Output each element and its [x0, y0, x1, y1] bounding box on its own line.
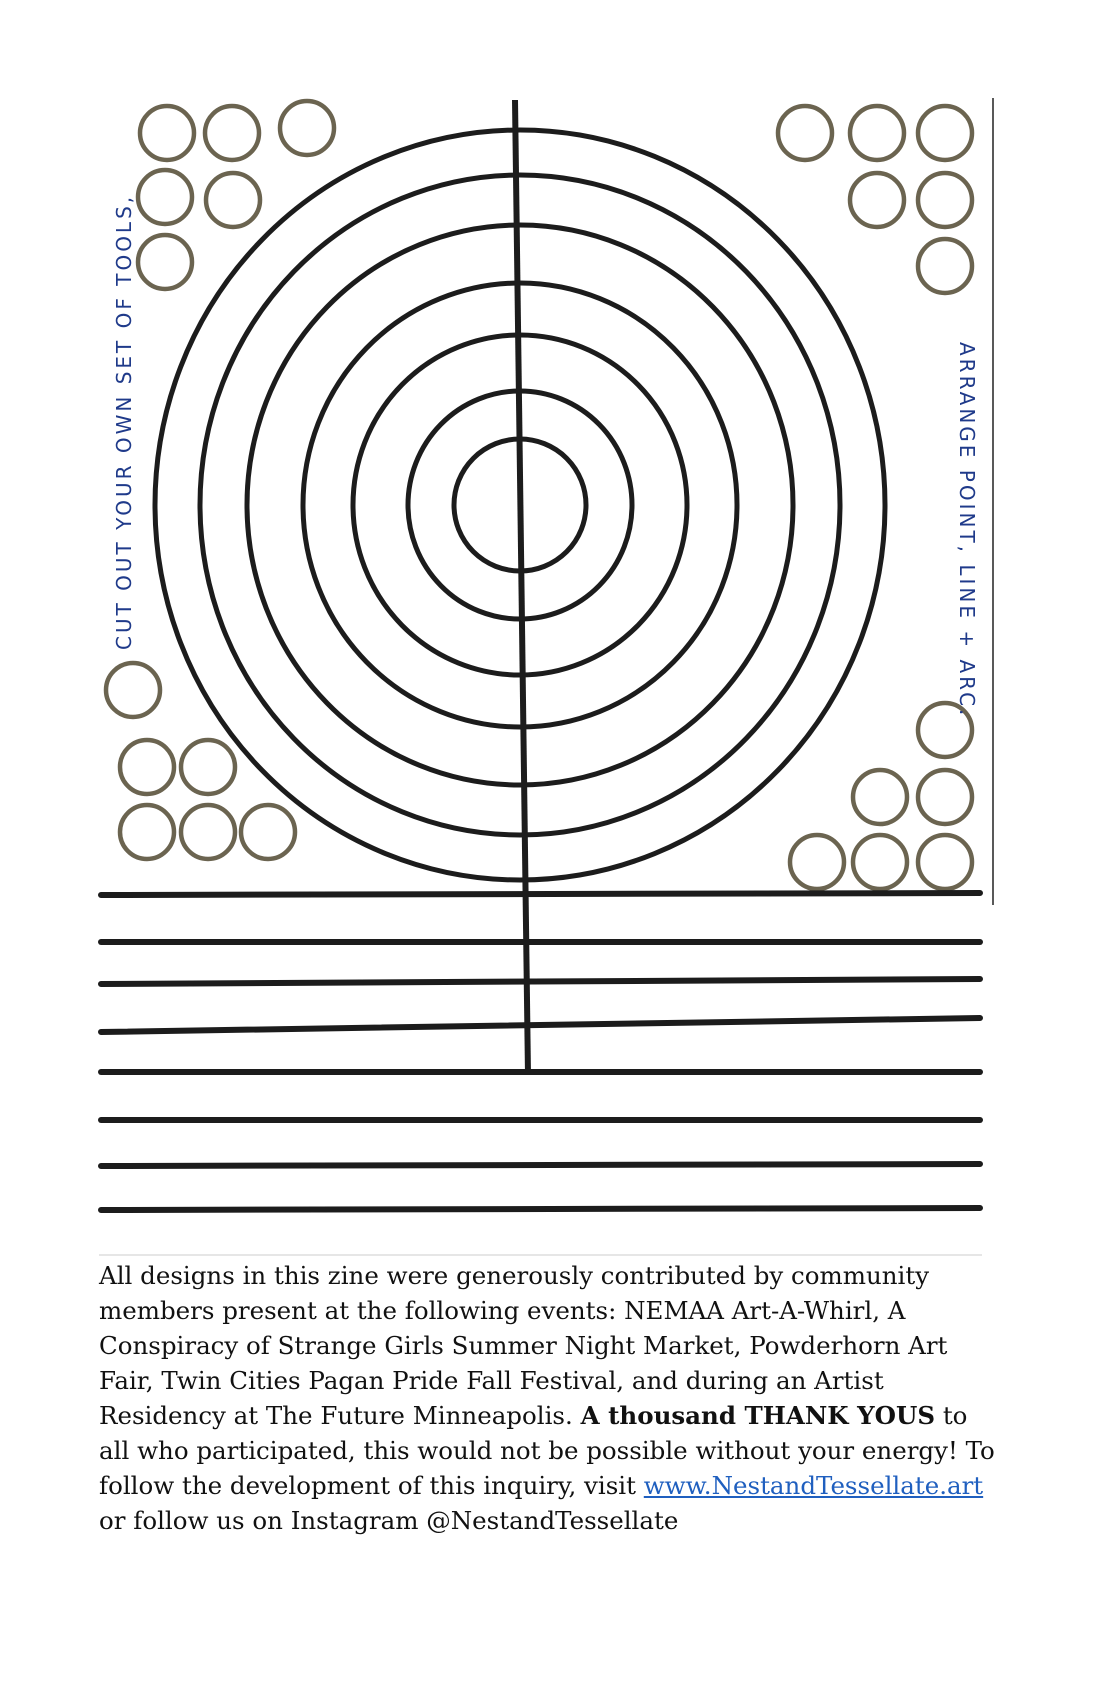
cutout-circle: [853, 835, 907, 889]
cutout-circle: [918, 770, 972, 824]
cutout-circle: [280, 101, 334, 155]
cutout-circle: [138, 235, 192, 289]
cutout-circle: [120, 740, 174, 794]
ruled-line: [101, 1018, 980, 1032]
website-link[interactable]: www.NestandTessellate.art: [643, 1471, 984, 1500]
cutout-circle: [853, 770, 907, 824]
cutout-circle: [206, 173, 260, 227]
cutout-circle: [918, 239, 972, 293]
cutout-circle: [181, 805, 235, 859]
cutout-circle: [850, 106, 904, 160]
cutout-circle: [918, 835, 972, 889]
cutout-circle: [850, 173, 904, 227]
cutout-circle: [181, 740, 235, 794]
cutout-circle: [241, 805, 295, 859]
credits-text-middle: to all who participated, this would not be possible without your energy! To follow the development of this inquiry, visit: [99, 1401, 995, 1500]
cutout-circle: [918, 173, 972, 227]
cutout-circle: [918, 106, 972, 160]
ruled-line: [101, 1164, 980, 1166]
horizontal-lines: [101, 893, 980, 1210]
cutout-circle: [790, 835, 844, 889]
zine-credits-paragraph: [99, 1258, 1004, 1538]
right-handwritten-note: ARRANGE POINT, LINE + ARC.: [955, 342, 979, 719]
left-handwritten-note: CUT OUT YOUR OWN SET OF TOOLS,: [112, 193, 136, 650]
vertical-axis-line: [515, 100, 528, 1075]
credits-thanks-bold: A thousand THANK YOUS: [580, 1401, 936, 1430]
credits-text-end: or follow us on Instagram @NestandTessellate: [99, 1506, 679, 1535]
ruled-line: [101, 979, 980, 984]
cutout-circle: [120, 805, 174, 859]
cutout-circle: [106, 663, 160, 717]
credits-text-intro: All designs in this zine were generously contributed by community members present at the following events: NEMAA Art-A-Whirl, A Conspiracy of Strange Girls Summer Night Market, Powderhorn Art Fair, Twin Cities Pagan Pride Fall Festival, and during an Artist Residency at The Future Minneapolis.: [99, 1261, 948, 1430]
cutout-circle: [140, 106, 194, 160]
ruled-line: [101, 893, 980, 895]
cutout-circle: [778, 106, 832, 160]
cutout-circle: [205, 106, 259, 160]
ruled-line: [101, 1208, 980, 1210]
cutout-circle: [138, 170, 192, 224]
